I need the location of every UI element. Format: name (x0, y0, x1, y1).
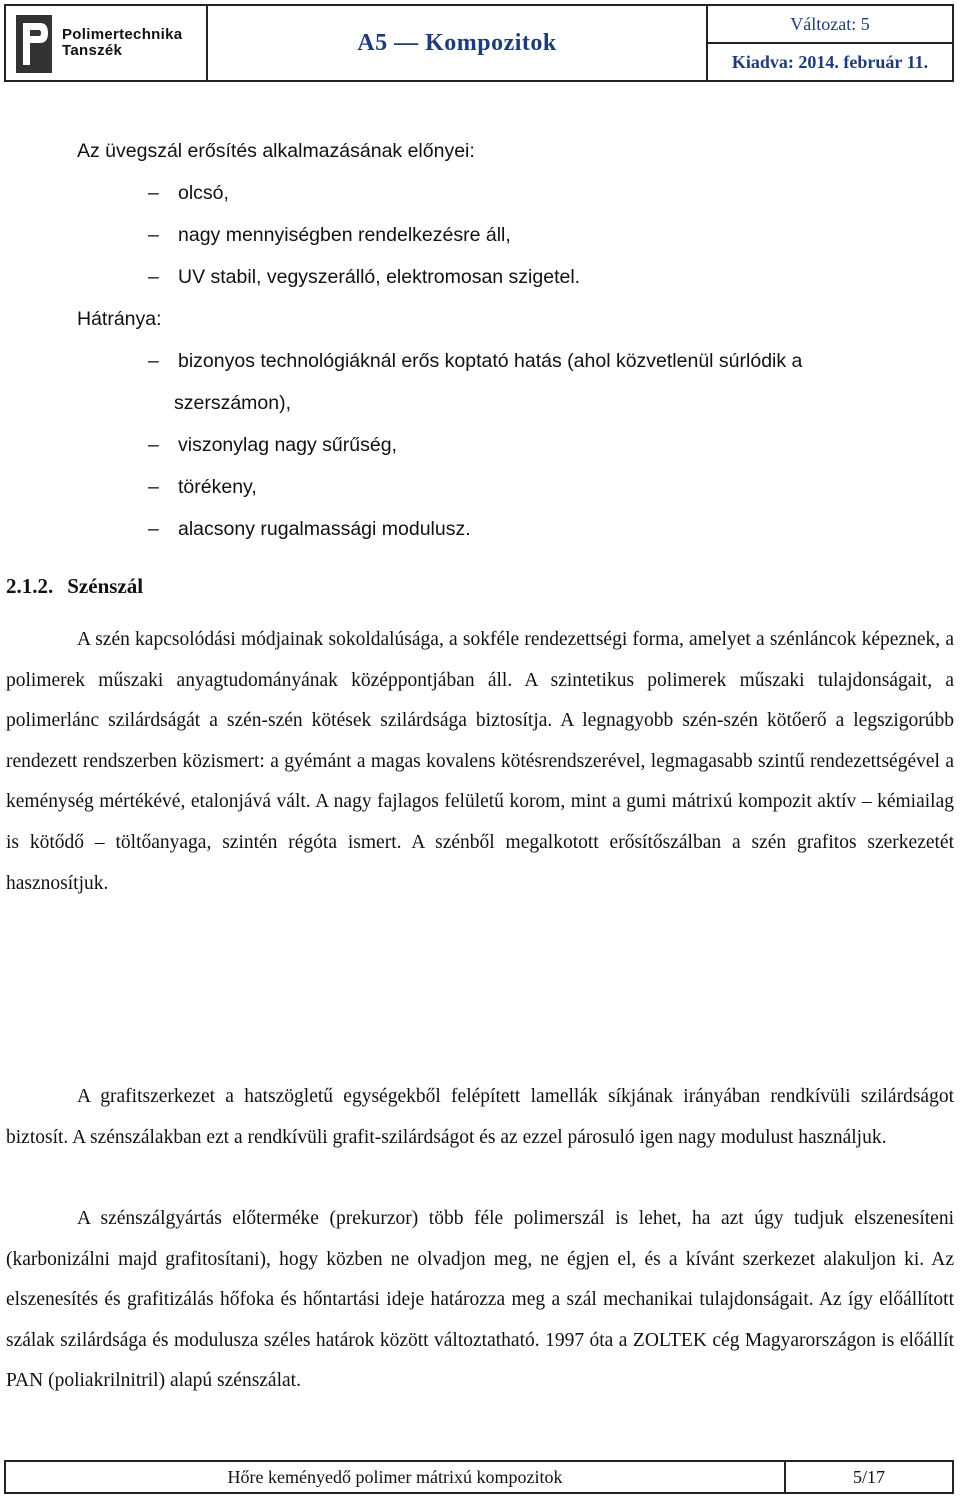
section-number: 2.1.2. (6, 574, 54, 598)
list-item: – nagy mennyiségben rendelkezésre áll, (148, 224, 511, 246)
dash-icon: – (148, 476, 159, 498)
list-item: – olcsó, (148, 182, 229, 204)
dash-icon: – (148, 350, 159, 372)
dash-icon: – (148, 434, 159, 456)
page-header (4, 4, 954, 82)
page-footer (4, 1460, 954, 1494)
footer-title: Hőre keményedő polimer mátrixú kompozitok (6, 1462, 786, 1492)
document-title: A5 — Kompozitok (357, 29, 557, 56)
list-item: – alacsony rugalmassági modulusz. (148, 518, 471, 540)
advantages-intro: Az üvegszál erősítés alkalmazásának előnyei: (77, 140, 475, 162)
logo (6, 6, 208, 80)
dash-icon: – (148, 182, 159, 204)
dash-icon: – (148, 224, 159, 246)
list-item-continuation: szerszámon), (174, 392, 292, 414)
section-title: Szénszál (67, 574, 144, 598)
page-number: 5/17 (852, 1466, 885, 1487)
dash-icon: – (148, 518, 159, 540)
paragraph: A grafitszerkezet a hatszögletű egységekből felépített lamellák síkjának irányában rendkívüli szilárdságot biztosít. A szénszálakban ezt a rendkívüli grafit-szilárdságot és az ezzel párosuló igen nagy modulust használjuk. (6, 1086, 954, 1148)
logo-line1: Polimertechnika (62, 26, 183, 44)
list-item: – UV stabil, vegyszerálló, elektromosan szigetel. (148, 266, 581, 288)
dash-icon: – (148, 266, 159, 288)
polimertechnika-logo-icon (14, 13, 54, 73)
list-item: – bizonyos technológiáknál erős koptató hatás (ahol közvetlenül súrlódik a (148, 350, 803, 372)
logo-line2: Tanszék (62, 42, 123, 59)
version-label: Változat: 5 (790, 13, 870, 34)
issued-date: Kiadva: 2014. február 11. (708, 42, 952, 80)
paragraph: A szénszálgyártás előterméke (prekurzor) több féle polimerszál is lehet, ha azt úgy tudjuk elszenesíteni (karbonizálni majd grafitosítani), hogy közben ne olvadjon meg, ne égjen el, és a kívánt szerkezet alakuljon ki. Az elszenesítés és grafitizálás hőfoka és hőntartási ideje határozza meg a szál mechanikai tulajdonságait. Az így előállított szálak szilárdsága és modulusza széles határok között változtatható. 1997 óta a ZOLTEK cég Magyarországon is előállít PAN (poliakrilnitril) alapú szénszálat. (6, 1208, 954, 1392)
list-item: – törékeny, (148, 476, 257, 498)
disadvantages-intro: Hátránya: (77, 308, 162, 330)
paragraph: A szén kapcsolódási módjainak sokoldalúsága, a sokféle rendezettségi forma, amelyet a szénláncok képeznek, a polimerek műszaki anyagtudományának középpontjában áll. A szintetikus polimerek műszaki tulajdonságait, a polimerlánc szilárdságát a szén-szén kötések szilárdsága biztosítja. A legnagyobb szén-szén kötőerő a legszigorúbb rendezett rendszerben közismert: a gyémánt a magas kovalens kötésrendszerével, legmagasabb szintű rendezettségével a keménység mértékévé, etalonjává vált. A nagy fajlagos felületű korom, mint a gumi mátrixú kompozit aktív – kémiailag is kötődő – töltőanyaga, szintén régóta ismert. A szénből megalkotott erősítőszálban a szén grafitos szerkezetét hasznosítjuk. (6, 629, 954, 894)
section-heading (6, 574, 143, 599)
list-item: – viszonylag nagy sűrűség, (148, 434, 397, 456)
